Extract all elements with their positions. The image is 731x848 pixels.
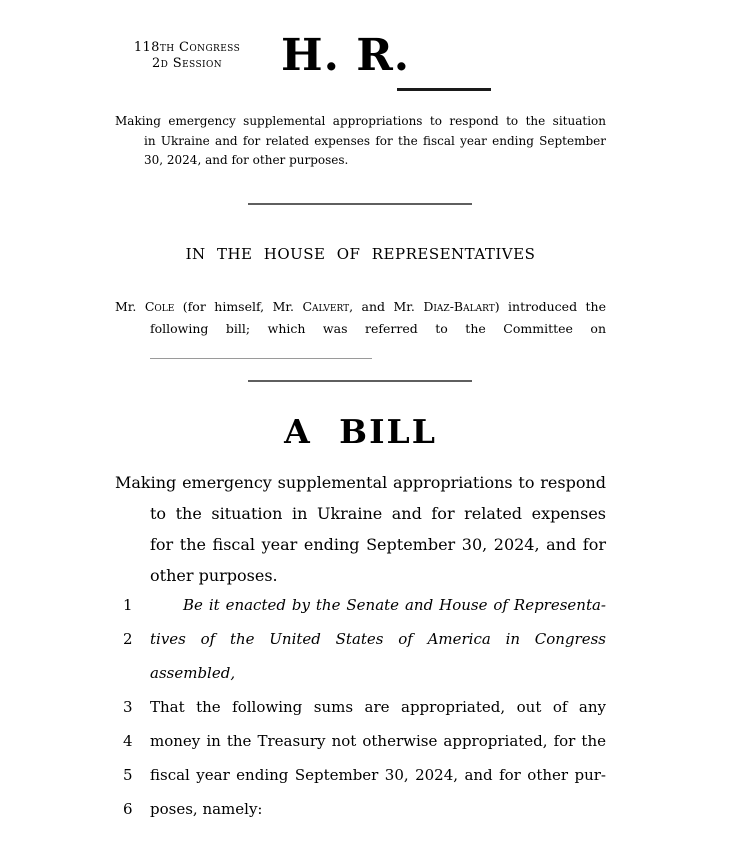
preamble <box>115 467 606 591</box>
sponsor-clause <box>115 296 606 359</box>
session-line <box>112 56 262 72</box>
congress-session-header <box>112 40 262 72</box>
preamble-line: other purposes. <box>150 566 278 585</box>
bill-type-heading: H. R. <box>281 30 411 81</box>
line-text: tives of the United States of America in Congress assembled, <box>150 630 606 682</box>
line-text: fiscal year ending September 30, 2024, and for other pur- <box>150 766 606 784</box>
sponsor-text: (for himself, Mr. <box>174 299 303 314</box>
line-text: Be it enacted by the Senate and House of Representa- <box>183 596 606 614</box>
congress-number: 118 <box>133 40 160 55</box>
sponsor-text: ) introduced the <box>494 299 606 314</box>
body-line <box>115 792 606 826</box>
line-text: poses, namely: <box>150 800 263 818</box>
line-number: 2 <box>123 630 133 648</box>
preamble-line: to the situation in Ukraine and for related expenses <box>150 504 606 523</box>
line-number: 3 <box>123 698 133 716</box>
divider-rule <box>248 203 472 205</box>
sponsor-name: Cole <box>144 299 175 314</box>
line-number: 4 <box>123 732 133 750</box>
sponsor-name: Calvert <box>302 299 350 314</box>
line-text: money in the Treasury not otherwise appropriated, for the <box>150 732 606 750</box>
preamble-line: for the fiscal year ending September 30, 2024, and for <box>150 535 606 554</box>
sponsor-line: following bill; which was referred to the Committee on <box>150 320 606 336</box>
sponsor-text: , and Mr. <box>349 299 424 314</box>
body-line <box>115 588 606 622</box>
sponsor-line <box>115 296 606 318</box>
long-title-line: Making emergency supplemental appropriations to respond to the situation <box>115 114 606 128</box>
bill-number-blank-line <box>397 60 491 91</box>
line-number: 5 <box>123 766 133 784</box>
chamber-heading: IN THE HOUSE OF REPRESENTATIVES <box>185 245 536 263</box>
line-number: 1 <box>123 596 133 614</box>
congress-word: th Congress <box>159 40 241 55</box>
session-word: d Session <box>160 56 223 71</box>
sponsor-text: Mr. <box>115 299 145 314</box>
preamble-line: Making emergency supplemental appropriations to respond <box>115 473 606 492</box>
long-title <box>115 112 606 171</box>
long-title-line: in Ukraine and for related expenses for the fiscal year ending September <box>144 133 606 148</box>
sponsor-name: Diaz-Balart <box>423 299 495 314</box>
line-text: That the following sums are appropriated, out of any <box>150 698 606 716</box>
long-title-line: 30, 2024, and for other purposes. <box>144 153 349 167</box>
body-line <box>115 622 606 690</box>
line-number: 6 <box>123 800 133 818</box>
bill-heading: A BILL <box>284 412 437 451</box>
bill-body <box>115 588 606 826</box>
session-number: 2 <box>151 56 161 71</box>
body-line <box>115 758 606 792</box>
body-line <box>115 690 606 724</box>
body-line <box>115 724 606 758</box>
committee-blank-line <box>150 345 372 359</box>
congress-line <box>112 40 262 56</box>
divider-rule <box>248 380 472 382</box>
